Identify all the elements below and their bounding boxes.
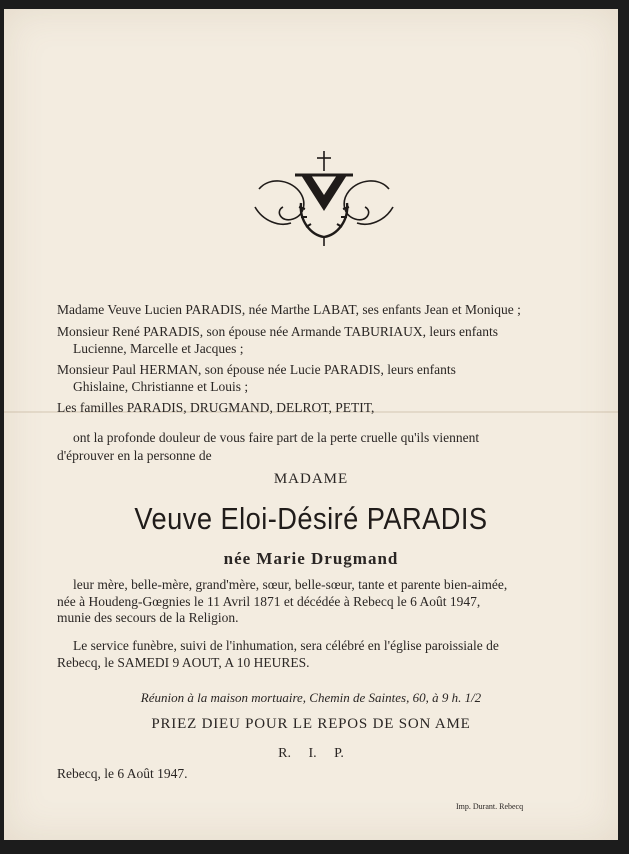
intro-line-2: d'éprouver en la personne de <box>57 448 212 463</box>
rip-line: R. I. P. <box>278 746 344 761</box>
bio-line-3: munie des secours de la Religion. <box>57 610 239 625</box>
intro-line-1: ont la profonde douleur de vous faire part de la perte cruelle qu'ils viennent <box>73 430 480 445</box>
bio-line-2: née à Houdeng-Gœgnies le 11 Avril 1871 et décédée à Rebecq le 6 Août 1947, <box>57 594 481 609</box>
death-notice-card <box>4 9 618 840</box>
service-line-1: Le service funèbre, suivi de l'inhumation, sera célébré en l'église paroissiale de <box>73 638 499 653</box>
family-line-4: Monsieur Paul HERMAN, son épouse née Lucie PARADIS, leurs enfants <box>57 362 456 377</box>
reunion-notice: Réunion à la maison mortuaire, Chemin de Saintes, 60, à 9 h. 1/2 <box>140 690 482 705</box>
family-line-2: Monsieur René PARADIS, son épouse née Armande TABURIAUX, leurs enfants <box>57 324 498 339</box>
religious-emblem-icon <box>249 149 399 249</box>
printer-imprint: Imp. Durant. Rebecq <box>456 802 524 811</box>
family-line-1: Madame Veuve Lucien PARADIS, née Marthe LABAT, ses enfants Jean et Monique ; <box>57 302 521 317</box>
deceased-name: Veuve Eloi-Désiré PARADIS <box>134 501 488 536</box>
prayer-line: PRIEZ DIEU POUR LE REPOS DE SON AME <box>151 716 471 732</box>
family-line-6: Les familles PARADIS, DRUGMAND, DELROT, PETIT, <box>57 400 375 415</box>
place-date: Rebecq, le 6 Août 1947. <box>57 766 188 781</box>
maiden-name: née Marie Drugmand <box>223 549 399 568</box>
service-line-2: Rebecq, le SAMEDI 9 AOUT, A 10 HEURES. <box>57 655 310 670</box>
bio-line-1: leur mère, belle-mère, grand'mère, sœur, belle-sœur, tante et parente bien-aimée, <box>73 577 508 592</box>
family-line-3: Lucienne, Marcelle et Jacques ; <box>73 341 244 356</box>
madame-heading: MADAME <box>273 471 349 487</box>
family-line-5: Ghislaine, Christianne et Louis ; <box>73 379 249 394</box>
